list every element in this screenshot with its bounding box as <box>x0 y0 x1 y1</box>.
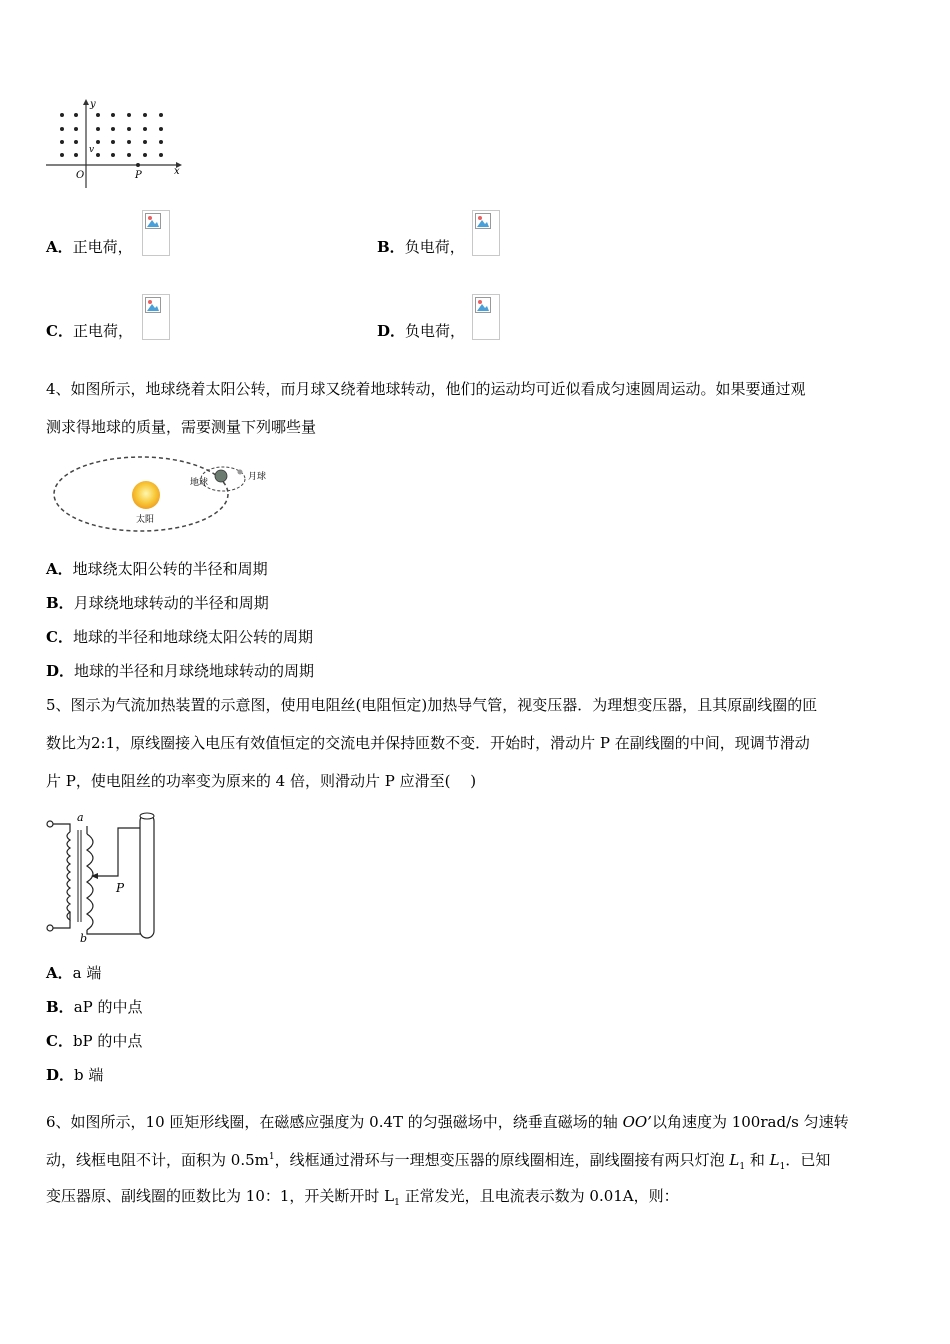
svg-text:地球: 地球 <box>190 478 209 488</box>
point-p <box>136 163 140 167</box>
q4-option-c: C．地球的半径和地球绕太阳公转的周期 <box>46 628 313 646</box>
moon-icon <box>238 470 243 475</box>
q4-option-d: D．地球的半径和月球绕地球转动的周期 <box>46 662 315 680</box>
q5-option-c: C．bP 的中点 <box>46 1032 143 1050</box>
q6-stem-line2: 动，线框电阻不计，面积为 $0.5m^1$，线框通过滑环与一理想变压器的原线圈相连，副线圈接有两只灯泡 $L_1$ 和 $L_1$．已知 <box>46 1151 831 1172</box>
q6-stem-line1: 6、如图所示，10 匝矩形线圈，在磁感应强度为 0.4T 的匀强磁场中，绕垂直磁场的轴 OO’以角速度为 100rad/s 匀速转 <box>46 1113 849 1131</box>
q5-stem-line1: 5、图示为气流加热装置的示意图，使用电阻丝(电阻恒定)加热导气管，视变压器．为理想变压器，且其原副线圈的匝 <box>46 696 818 714</box>
figure-magnetic-field <box>40 98 190 188</box>
q4-stem-line2: 测求得地球的质量，需要测量下列哪些量 <box>46 418 317 436</box>
field-dots <box>60 113 163 157</box>
figure-sun-earth-moon <box>50 452 280 537</box>
heating-tube <box>140 814 154 938</box>
primary-coil <box>67 832 70 920</box>
broken-image-icon <box>142 294 170 340</box>
svg-text:P: P <box>135 170 142 181</box>
q5-option-a: A．a 端 <box>46 964 102 982</box>
option-d: D．负电荷， <box>377 322 466 340</box>
broken-image-icon <box>472 210 500 256</box>
q6-stem-line3: 变压器原、副线圈的匝数比为 10：1，开关断开时 $L_1$ 正常发光，且电流表示数为 0.01A，则： <box>46 1187 679 1208</box>
q5-stem-line3: 片 P，使电阻丝的功率变为原来的 4 倍，则滑动片 P 应滑至( ) <box>46 772 477 790</box>
svg-text:O: O <box>76 170 85 181</box>
svg-text:x: x <box>174 166 180 177</box>
q4-option-a: A．地球绕太阳公转的半径和周期 <box>46 560 268 578</box>
broken-image-icon <box>142 210 170 256</box>
secondary-coil <box>87 834 93 930</box>
svg-text:a: a <box>77 811 84 824</box>
earth-icon <box>215 470 227 482</box>
option-a: A．正电荷， <box>46 238 133 256</box>
svg-text:y: y <box>90 99 96 110</box>
option-c: C．正电荷， <box>46 322 133 340</box>
sun-icon <box>132 481 160 509</box>
q5-option-b: B．aP 的中点 <box>46 998 143 1016</box>
svg-text:月球: 月球 <box>248 472 267 482</box>
q4-option-b: B．月球绕地球转动的半径和周期 <box>46 594 269 612</box>
svg-text:b: b <box>80 932 88 943</box>
q5-stem-line2: 数比为2:1，原线圈接入电压有效值恒定的交流电并保持匝数不变．开始时，滑动片 P 在副线圈的中间，现调节滑动 <box>46 734 810 752</box>
svg-text:P: P <box>116 881 125 895</box>
svg-text:太阳: 太阳 <box>136 515 155 525</box>
q4-stem-line1: 4、如图所示，地球绕着太阳公转，而月球又绕着地球转动，他们的运动均可近似看成匀速圆周运动。如果要通过观 <box>46 380 806 398</box>
figure-transformer-heater <box>42 808 167 943</box>
broken-image-icon <box>472 294 500 340</box>
option-b: B．负电荷， <box>377 238 465 256</box>
svg-text:v: v <box>89 145 95 155</box>
q5-option-d: D．b 端 <box>46 1066 104 1084</box>
